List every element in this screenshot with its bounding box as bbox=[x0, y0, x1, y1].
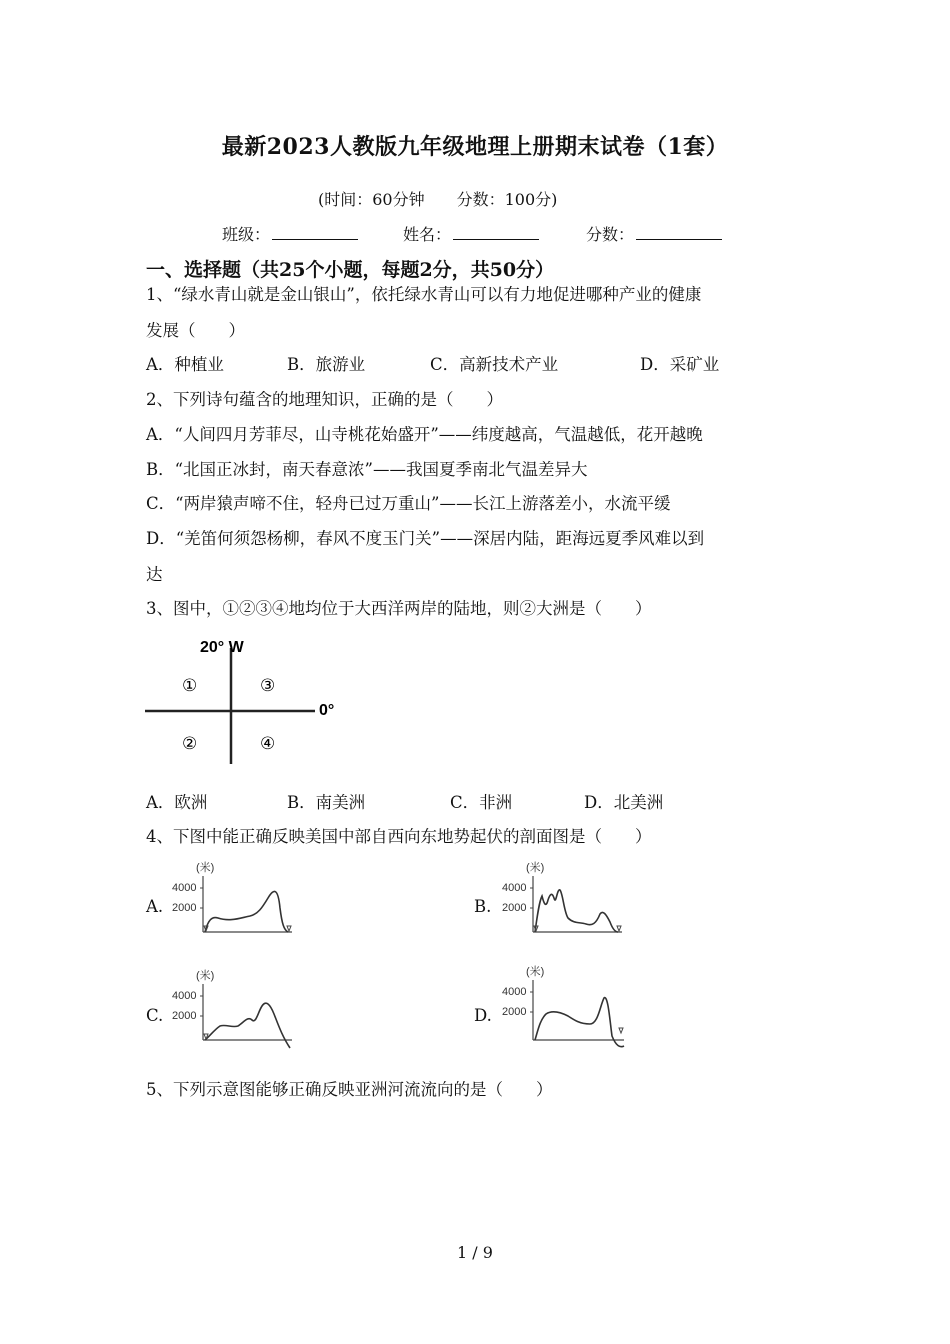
name-field bbox=[403, 222, 539, 245]
tick-4000: 4000 bbox=[502, 986, 527, 998]
q4-option-a-label: A. bbox=[146, 897, 164, 916]
q2-option-d-line2: 达 bbox=[146, 565, 163, 584]
terrain-line bbox=[205, 1003, 290, 1048]
region-2: ② bbox=[182, 734, 198, 753]
q2-stem: 2、下列诗句蕴含的地理知识，正确的是（ ） bbox=[146, 390, 503, 409]
tick-4000: 4000 bbox=[502, 882, 527, 894]
score-label: 分数： bbox=[586, 225, 635, 244]
q4-profile-c bbox=[170, 966, 300, 1050]
q4-option-b-label: B. bbox=[474, 897, 492, 916]
q1-option-d: D．采矿业 bbox=[640, 355, 720, 374]
terrain-line bbox=[535, 998, 624, 1047]
terrain-line bbox=[205, 891, 288, 932]
q1-stem-line2: 发展（ ） bbox=[146, 321, 245, 340]
region-3: ③ bbox=[260, 676, 276, 695]
q1-option-c: C．高新技术产业 bbox=[430, 355, 559, 374]
q1-option-b: B．旅游业 bbox=[287, 355, 366, 374]
q2-option-a: A．“人间四月芳菲尽，山寺桃花始盛开”——纬度越高，气温越低，花开越晚 bbox=[146, 425, 703, 444]
tick-2000: 2000 bbox=[502, 902, 527, 914]
class-label: 班级： bbox=[222, 225, 271, 244]
q4-option-d-label: D. bbox=[474, 1006, 492, 1025]
tick-2000: 2000 bbox=[172, 1010, 197, 1022]
unit-label: (米) bbox=[196, 862, 215, 874]
q4-stem: 4、下图中能正确反映美国中部自西向东地势起伏的剖面图是（ ） bbox=[146, 827, 652, 846]
meridian-label: 20° W bbox=[200, 639, 244, 656]
region-1: ① bbox=[182, 676, 198, 695]
equator-label: 0° bbox=[319, 702, 335, 719]
q2-option-b: B．“北国正冰封，南天春意浓”——我国夏季南北气温差异大 bbox=[146, 460, 588, 479]
page-title: 最新2023人教版九年级地理上册期末试卷（1套） bbox=[221, 134, 729, 160]
class-field bbox=[222, 222, 358, 245]
tick-2000: 2000 bbox=[172, 902, 197, 914]
q5-stem: 5、下列示意图能够正确反映亚洲河流流向的是（ ） bbox=[146, 1080, 553, 1099]
q3-option-a: A．欧洲 bbox=[146, 793, 208, 812]
q4-profile-b bbox=[500, 858, 630, 938]
q3-coordinate-figure bbox=[143, 632, 358, 767]
tick-4000: 4000 bbox=[172, 990, 197, 1002]
class-blank bbox=[272, 225, 358, 240]
unit-label: (米) bbox=[526, 966, 545, 978]
tick-4000: 4000 bbox=[172, 882, 197, 894]
unit-label: (米) bbox=[196, 970, 215, 982]
page-number: 1 / 9 bbox=[457, 1243, 493, 1262]
q3-option-d: D．北美洲 bbox=[584, 793, 664, 812]
terrain-line bbox=[535, 890, 618, 932]
name-label: 姓名： bbox=[403, 225, 452, 244]
section-heading: 一、选择题（共25个小题，每题2分，共50分） bbox=[146, 259, 555, 281]
tick-2000: 2000 bbox=[502, 1006, 527, 1018]
score-blank bbox=[636, 225, 722, 240]
name-blank bbox=[453, 225, 539, 240]
q2-option-d-line1: D．“羌笛何须怨杨柳，春风不度玉门关”——深居内陆，距海远夏季风难以到 bbox=[146, 529, 705, 548]
q3-option-b: B．南美洲 bbox=[287, 793, 366, 812]
q3-stem: 3、图中，①②③④地均位于大西洋两岸的陆地，则②大洲是（ ） bbox=[146, 599, 652, 618]
score-field bbox=[586, 222, 722, 245]
q4-option-c-label: C. bbox=[146, 1006, 164, 1025]
q4-profile-d bbox=[500, 962, 630, 1050]
region-4: ④ bbox=[260, 734, 276, 753]
exam-info: (时间：60分钟 分数：100分) bbox=[318, 190, 558, 209]
q3-option-c: C．非洲 bbox=[450, 793, 513, 812]
q1-option-a: A．种植业 bbox=[146, 355, 224, 374]
q1-stem-line1: 1、“绿水青山就是金山银山”，依托绿水青山可以有力地促进哪种产业的健康 bbox=[146, 285, 702, 304]
q2-option-c: C．“两岸猿声啼不住，轻舟已过万重山”——长江上游落差小，水流平缓 bbox=[146, 494, 671, 513]
q4-profile-a bbox=[170, 858, 300, 938]
unit-label: (米) bbox=[526, 862, 545, 874]
